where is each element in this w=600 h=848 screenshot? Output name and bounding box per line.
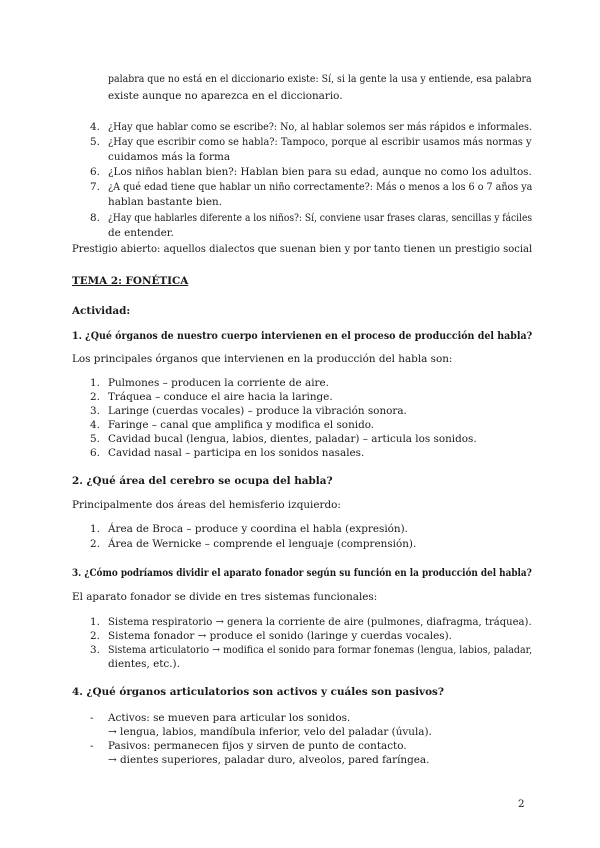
list-number: 2. [90,538,100,550]
list-item: Faringe – canal que amplifica y modifica el sonido. [108,419,375,431]
question-item: ¿A qué edad tiene que hablar un niño correctamente?: Más o menos a los 6 o 7 años ya [108,181,533,193]
question-item: ¿Hay que escribir como se habla?: Tampoco, porque al escribir usamos más normas y [108,136,532,148]
paragraph: Principalmente dos áreas del hemisferio izquierdo: [72,499,341,511]
list-item-cont: dientes, etc.). [108,658,180,670]
continuation-line: palabra que no está en el diccionario existe: Sí, si la gente la usa y entiende, esa palabra [108,73,532,85]
list-number: 1. [90,523,100,535]
question-heading: 2. ¿Qué área del cerebro se ocupa del habla? [72,475,333,487]
list-number: 2. [90,630,100,642]
list-number: 8. [90,212,100,224]
section-title: TEMA 2: FONÉTICA [72,275,189,287]
list-item: Pulmones – producen la corriente de aire. [108,377,329,389]
question-item-cont: de entender. [108,227,174,239]
list-item: Cavidad bucal (lengua, labios, dientes, paladar) – articula los sonidos. [108,433,477,445]
list-item: Sistema articulatorio → modifica el sonido para formar fonemas (lengua, labios, paladar, [108,644,533,656]
paragraph: El aparato fonador se divide en tres sistemas funcionales: [72,591,378,603]
bullet-dash: - [90,740,94,752]
question-item: ¿Hay que hablarles diferente a los niños?: Sí, conviene usar frases claras, sencillas y fáciles [108,212,533,224]
continuation-line: existe aunque no aparezca en el diccionario. [108,90,343,102]
list-item: Área de Broca – produce y coordina el habla (expresión). [108,523,408,535]
list-item: Área de Wernicke – comprende el lenguaje (comprensión). [108,538,417,550]
list-item: Activos: se mueven para articular los sonidos. [108,712,351,724]
list-item: Sistema fonador → produce el sonido (laringe y cuerdas vocales). [108,630,452,642]
list-item: Laringe (cuerdas vocales) – produce la vibración sonora. [108,405,407,417]
question-item: ¿Los niños hablan bien?: Hablan bien para su edad, aunque no como los adultos. [108,166,532,178]
paragraph: Los principales órganos que intervienen en la producción del habla son: [72,353,453,365]
list-item: Pasivos: permanecen fijos y sirven de punto de contacto. [108,740,407,752]
question-item-cont: cuidamos más la forma [108,151,231,163]
page-number: 2 [518,798,525,810]
list-number: 2. [90,391,100,403]
prestigio-text: Prestigio abierto: aquellos dialectos que suenan bien y por tanto tienen un prestigio social [72,243,533,255]
list-number: 6. [90,447,100,459]
bullet-dash: - [90,712,94,724]
list-number: 5. [90,433,100,445]
list-number: 6. [90,166,100,178]
activity-label: Actividad: [72,305,131,317]
question-heading: 1. ¿Qué órganos de nuestro cuerpo intervienen en el proceso de producción del habla? [72,330,533,342]
list-number: 7. [90,181,100,193]
list-item-cont: → dientes superiores, paladar duro, alveolos, pared faríngea. [108,754,430,766]
list-number: 5. [90,136,100,148]
list-item-cont: → lengua, labios, mandíbula inferior, velo del paladar (úvula). [108,726,432,738]
question-heading: 4. ¿Qué órganos articulatorios son activos y cuáles son pasivos? [72,686,444,698]
list-number: 1. [90,377,100,389]
list-number: 4. [90,419,100,431]
list-item: Sistema respiratorio → genera la corriente de aire (pulmones, diafragma, tráquea). [108,616,532,628]
question-heading: 3. ¿Cómo podríamos dividir el aparato fonador según su función en la producción del habla? [72,567,532,579]
question-item-cont: hablan bastante bien. [108,196,223,208]
list-number: 1. [90,616,100,628]
list-number: 4. [90,121,100,133]
question-item: ¿Hay que hablar como se escribe?: No, al hablar solemos ser más rápidos e informales. [108,121,533,133]
list-number: 3. [90,644,100,656]
list-item: Cavidad nasal – participa en los sonidos nasales. [108,447,365,459]
list-item: Tráquea – conduce el aire hacia la laringe. [108,391,333,403]
list-number: 3. [90,405,100,417]
